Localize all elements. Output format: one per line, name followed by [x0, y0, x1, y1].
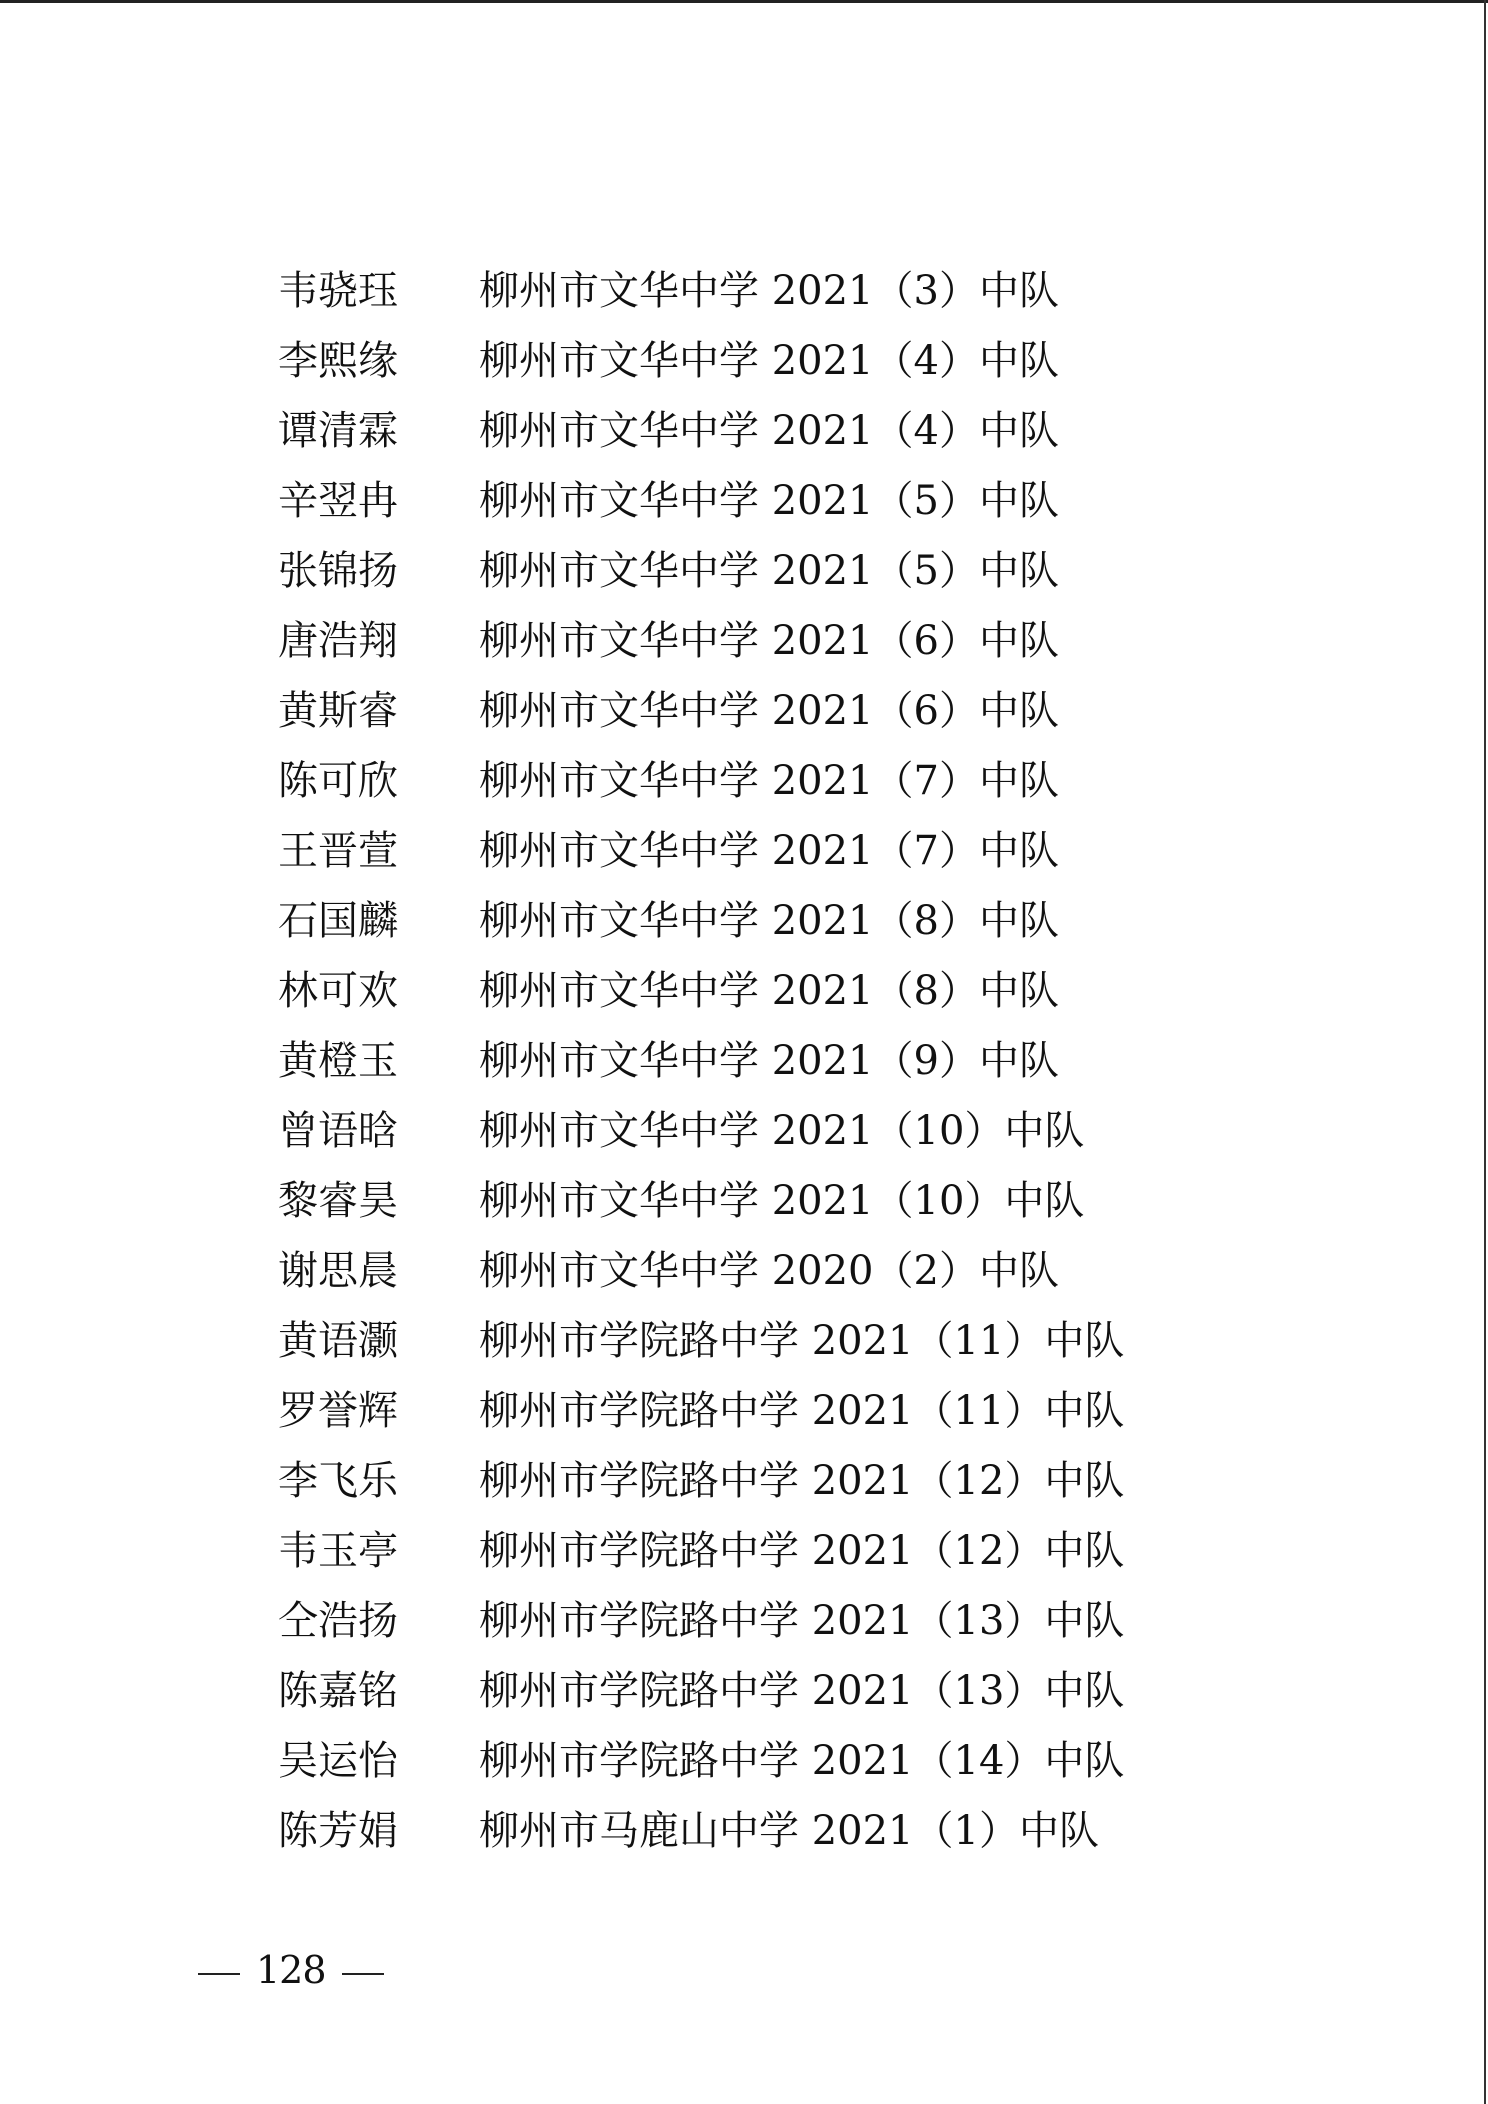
- student-name: 吴运怡: [278, 1738, 398, 1784]
- student-name: 唐浩翔: [278, 618, 398, 664]
- school-squad: 柳州市文华中学 2021（4）中队: [479, 408, 1059, 454]
- school-squad: 柳州市学院路中学 2021（13）中队: [479, 1598, 1125, 1644]
- student-name: 仝浩扬: [278, 1598, 398, 1644]
- student-name: 韦玉亭: [278, 1528, 398, 1574]
- school-squad: 柳州市文华中学 2021（5）中队: [479, 478, 1059, 524]
- student-name: 谭清霖: [278, 408, 398, 454]
- student-name: 林可欢: [278, 968, 398, 1014]
- school-squad: 柳州市学院路中学 2021（12）中队: [479, 1458, 1125, 1504]
- school-squad: 柳州市文华中学 2021（9）中队: [479, 1038, 1059, 1084]
- school-squad: 柳州市文华中学 2021（10）中队: [479, 1178, 1085, 1224]
- school-squad: 柳州市文华中学 2020（2）中队: [479, 1248, 1059, 1294]
- school-squad: 柳州市学院路中学 2021（12）中队: [479, 1528, 1125, 1574]
- page-number-dash-right: [342, 1973, 384, 1975]
- page-top-edge: [0, 0, 1488, 3]
- school-squad: 柳州市文华中学 2021（8）中队: [479, 968, 1059, 1014]
- student-name: 李飞乐: [278, 1458, 398, 1504]
- student-name: 辛翌冉: [278, 478, 398, 524]
- school-squad: 柳州市文华中学 2021（5）中队: [479, 548, 1059, 594]
- student-name: 陈嘉铭: [278, 1668, 398, 1714]
- student-name: 张锦扬: [278, 548, 398, 594]
- student-name: 韦骁珏: [278, 268, 398, 314]
- page-number-dash-left: [198, 1973, 240, 1975]
- page-footer: [198, 1944, 384, 1996]
- school-squad: 柳州市文华中学 2021（7）中队: [479, 828, 1059, 874]
- student-name: 曾语晗: [278, 1108, 398, 1154]
- school-squad: 柳州市文华中学 2021（3）中队: [479, 268, 1059, 314]
- school-squad: 柳州市学院路中学 2021（11）中队: [479, 1388, 1125, 1434]
- school-squad: 柳州市文华中学 2021（10）中队: [479, 1108, 1085, 1154]
- school-squad: 柳州市文华中学 2021（6）中队: [479, 688, 1059, 734]
- page-right-edge: [1484, 0, 1486, 2104]
- student-name: 谢思晨: [278, 1248, 398, 1294]
- school-squad: 柳州市马鹿山中学 2021（1）中队: [479, 1808, 1099, 1854]
- school-squad: 柳州市文华中学 2021（6）中队: [479, 618, 1059, 664]
- school-squad: 柳州市学院路中学 2021（13）中队: [479, 1668, 1125, 1714]
- student-name: 黄语灏: [278, 1318, 398, 1364]
- page-number: 128: [256, 1948, 326, 1992]
- student-name: 黄橙玉: [278, 1038, 398, 1084]
- student-name: 罗誉辉: [278, 1388, 398, 1434]
- student-name: 李熙缘: [278, 338, 398, 384]
- school-squad: 柳州市学院路中学 2021（11）中队: [479, 1318, 1125, 1364]
- school-squad: 柳州市文华中学 2021（7）中队: [479, 758, 1059, 804]
- school-squad: 柳州市文华中学 2021（4）中队: [479, 338, 1059, 384]
- student-name: 王晋萱: [278, 828, 398, 874]
- student-name: 陈可欣: [278, 758, 398, 804]
- school-squad: 柳州市文华中学 2021（8）中队: [479, 898, 1059, 944]
- student-name: 石国麟: [278, 898, 398, 944]
- student-name: 黄斯睿: [278, 688, 398, 734]
- student-name: 陈芳娟: [278, 1808, 398, 1854]
- school-squad: 柳州市学院路中学 2021（14）中队: [479, 1738, 1125, 1784]
- student-name: 黎睿昊: [278, 1178, 398, 1224]
